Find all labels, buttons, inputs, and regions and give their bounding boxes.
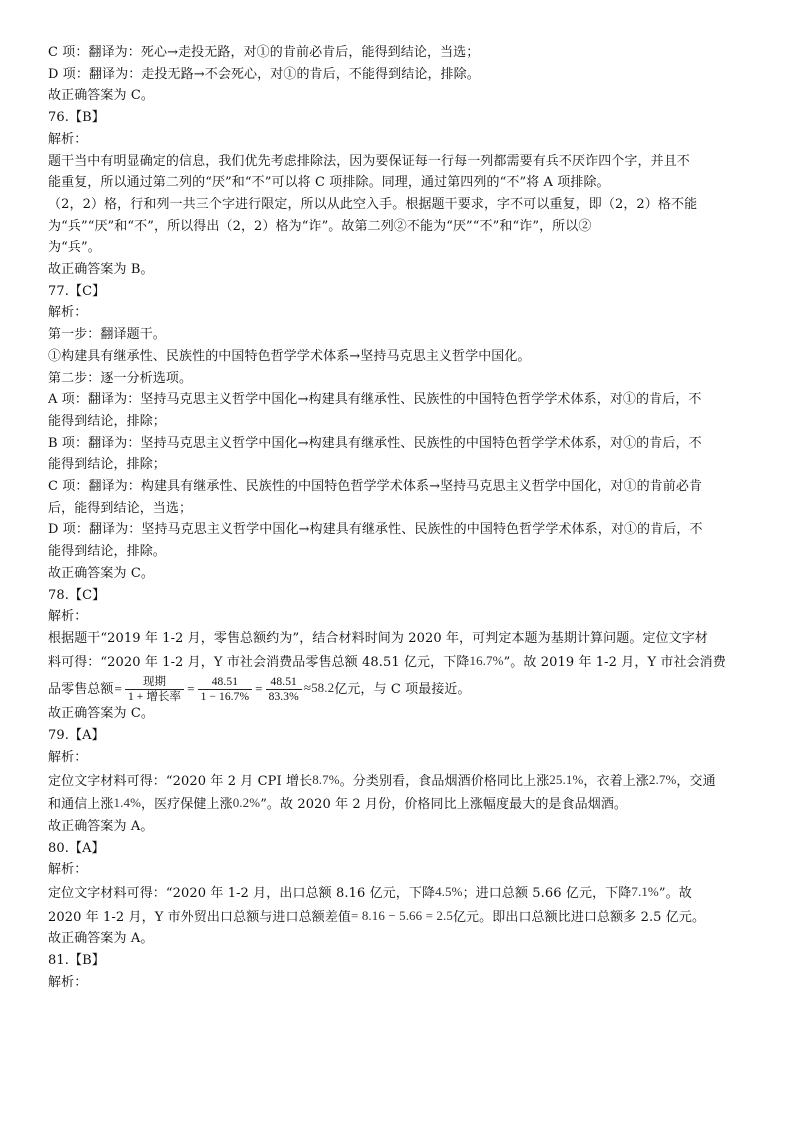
text-line: D 项：翻译为：走投无路→不会死心，对①的肯后，不能得到结论，排除。	[48, 66, 480, 82]
text-line: ①构建具有继承性、民族性的中国特色哲学学术体系→坚持马克思主义哲学中国化。	[48, 348, 531, 364]
formula-percent: 4.5%	[435, 884, 463, 900]
question-heading-79: 79.【A】	[48, 728, 105, 744]
answer-line: 故正确答案为 A。	[48, 931, 154, 947]
text-segment: 品零售总额	[48, 682, 114, 698]
text-segment: 定位文字材料可得：“2020 年 2 月 CPI 增长	[48, 773, 313, 789]
text-line	[48, 650, 756, 674]
jiexi-label: 解析：	[48, 862, 88, 878]
fraction-denominator: 1 − 16.7%	[200, 691, 250, 704]
text-segment: 定位文字材料可得：“2020 年 1-2 月，出口总额 8.16 亿元，下降	[48, 886, 436, 902]
formula-percent: 16.7%	[469, 652, 504, 668]
equals-sign: =	[187, 681, 195, 697]
question-heading-76: 76.【B】	[48, 110, 105, 126]
text-line: C 项：翻译为：构建具有继承性、民族性的中国特色哲学学术体系→坚持马克思主义哲学中国化，对①的肯前必肯	[48, 479, 703, 495]
text-segment: ；进口总额 5.66 亿元，下降	[462, 886, 632, 902]
text-segment: 和通信上涨	[48, 797, 114, 813]
formula-approx: ≈58.2	[303, 680, 335, 696]
fraction	[125, 676, 184, 703]
text-line	[48, 769, 756, 793]
fraction-denominator: 83.3%	[268, 691, 299, 704]
formula-percent: 25.1%	[549, 771, 584, 787]
text-line	[48, 881, 756, 905]
formula-percent: 7.1%	[631, 884, 659, 900]
fraction	[266, 676, 302, 703]
text-segment: ”。故 2019 年 1-2 月，Y 市社会消费	[503, 654, 726, 670]
text-line: 能得到结论，排除；	[48, 413, 166, 429]
text-segment: ，衣着上涨	[583, 773, 649, 789]
text-line: 后，能得到结论，当选；	[48, 500, 193, 516]
answer-line: 故正确答案为 C。	[48, 88, 154, 104]
formula-percent: 1.4%	[113, 795, 141, 811]
text-line: 为“兵”“厌”和“不”，所以得出（2，2）格为“诈”。故第二列②不能为“厌”“不”和“诈”，所以②	[48, 218, 592, 234]
formula-percent: 8.7%	[312, 771, 340, 787]
text-line: （2，2）格，行和列一共三个字进行限定，所以从此空入手。根据题干要求，字不可以重复，即（2，2）格不能	[48, 196, 698, 212]
text-line: 第一步：翻译题干。	[48, 327, 166, 343]
text-line	[48, 792, 756, 816]
question-heading-81: 81.【B】	[48, 953, 105, 969]
jiexi-label: 解析：	[48, 974, 88, 990]
text-line: 能得到结论，排除；	[48, 457, 166, 473]
text-segment: ”。故	[658, 886, 692, 902]
text-line: 能重复，所以通过第二列的“厌”和“不”可以将 C 项排除。同理，通过第四列的“不”将 A 项排除。	[48, 175, 610, 191]
text-line: D 项：翻译为：坚持马克思主义哲学中国化→构建具有继承性、民族性的中国特色哲学学术体系，对①的肯后，不	[48, 522, 703, 538]
jiexi-label: 解析：	[48, 609, 88, 625]
formula-percent: 2.7%	[648, 771, 677, 787]
fraction-numerator: 48.51	[266, 676, 302, 690]
formula-line	[48, 673, 756, 703]
fraction-denominator: 1 + 增长率	[127, 691, 182, 704]
text-segment: 料可得：“2020 年 1-2 月，Y 市社会消费品零售总额 48.51 亿元，下降	[48, 654, 470, 670]
text-line: 为“兵”。	[48, 240, 101, 256]
text-segment: 亿元。即出口总额比进口总额多 2.5 亿元。	[452, 909, 706, 925]
jiexi-label: 解析：	[48, 749, 88, 765]
fraction	[198, 676, 253, 703]
question-heading-80: 80.【A】	[48, 840, 105, 856]
jiexi-label: 解析：	[48, 131, 88, 147]
question-heading-78: 78.【C】	[48, 587, 106, 603]
text-line: 能得到结论，排除。	[48, 544, 166, 560]
text-line: B 项：翻译为：坚持马克思主义哲学中国化→构建具有继承性、民族性的中国特色哲学学术体系，对①的肯后，不	[48, 435, 702, 451]
text-segment: ”。故 2020 年 2 月份，价格同比上涨幅度最大的是食品烟酒。	[260, 797, 628, 813]
formula-difference: = 8.16 − 5.66 = 2.5	[351, 907, 453, 923]
answer-line: 故正确答案为 C。	[48, 565, 154, 581]
text-line: A 项：翻译为：坚持马克思主义哲学中国化→构建具有继承性、民族性的中国特色哲学学术体系，对①的肯后，不	[48, 392, 702, 408]
text-segment: 亿元，与 C 项最接近。	[334, 682, 471, 698]
text-segment: 2020 年 1-2 月，Y 市外贸出口总额与进口总额差值	[48, 909, 352, 925]
text-segment: ，交通	[676, 773, 716, 789]
answer-line: 故正确答案为 C。	[48, 706, 154, 722]
text-line	[48, 905, 756, 929]
formula-percent: 0.2%	[232, 795, 261, 811]
equals-sign: =	[255, 681, 263, 697]
answer-line: 故正确答案为 B。	[48, 262, 154, 278]
text-segment: 。分类别看，食品烟酒价格同比上涨	[339, 773, 550, 789]
text-line: C 项：翻译为：死心→走投无路，对①的肯前必肯后，能得到结论，当选；	[48, 45, 480, 60]
text-line: 根据题干“2019 年 1-2 月，零售总额约为”，结合材料时间为 2020 年，可判定本题为基期计算问题。定位文字材	[48, 630, 708, 646]
question-heading-77: 77.【C】	[48, 283, 106, 299]
fraction-numerator: 现期	[125, 676, 184, 690]
fraction-numerator: 48.51	[198, 676, 253, 690]
text-line: 题干当中有明显确定的信息，我们优先考虑排除法，因为要保证每一行每一列都需要有兵不厌诈四个字，并且不	[48, 153, 690, 169]
text-line: 第二步：逐一分析选项。	[48, 370, 193, 386]
jiexi-label: 解析：	[48, 305, 88, 321]
text-segment: ，医疗保健上涨	[141, 797, 233, 813]
equals-sign: =	[114, 681, 122, 697]
answer-line: 故正确答案为 A。	[48, 818, 154, 834]
